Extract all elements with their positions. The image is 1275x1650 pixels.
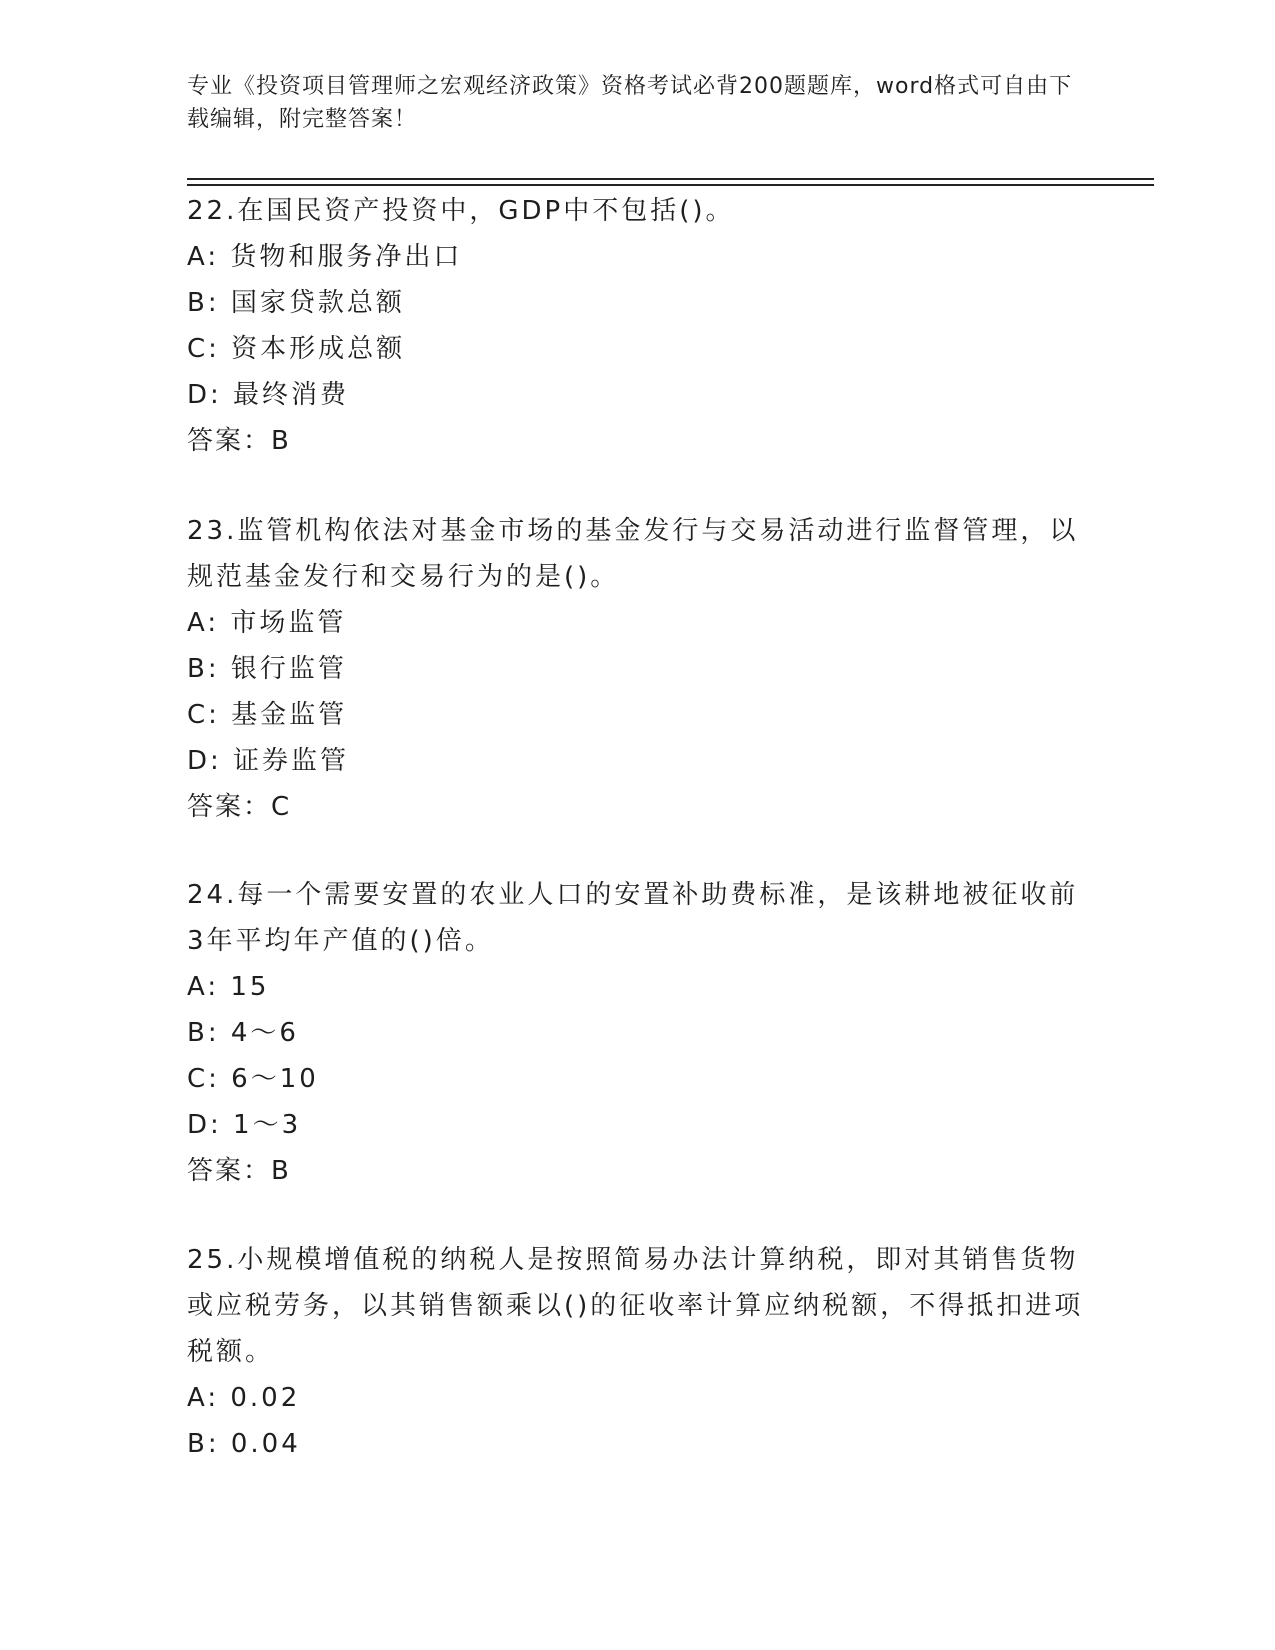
answer: 答案：B [187, 1156, 291, 1186]
question-22 [187, 188, 1087, 464]
question-text: 24.每一个需要安置的农业人口的安置补助费标准，是该耕地被征收前3年平均年产值的()倍。 [187, 880, 1079, 956]
answer: 答案：C [187, 792, 292, 822]
option-a: A: 货物和服务净出口 [187, 242, 463, 272]
option-a: A: 市场监管 [187, 608, 347, 638]
option-c: C: 资本形成总额 [187, 334, 406, 364]
header-divider-bottom [187, 184, 1154, 186]
option-a: A: 15 [187, 972, 270, 1002]
document-header: 专业《投资项目管理师之宏观经济政策》资格考试必背200题题库，word格式可自由下载编辑，附完整答案！ [187, 74, 1073, 132]
option-a: A: 0.02 [187, 1383, 301, 1413]
question-23 [187, 508, 1087, 830]
question-text: 25.小规模增值税的纳税人是按照简易办法计算纳税，即对其销售货物或应税劳务，以其销售额乘以()的征收率计算应纳税额，不得抵扣进项税额。 [187, 1245, 1084, 1367]
question-text: 22.在国民资产投资中，GDP中不包括()。 [187, 196, 735, 226]
option-d: D: 1～3 [187, 1110, 302, 1140]
option-b: B: 0.04 [187, 1429, 301, 1459]
option-b: B: 4～6 [187, 1018, 299, 1048]
option-c: C: 6～10 [187, 1064, 319, 1094]
question-25 [187, 1237, 1087, 1467]
question-text: 23.监管机构依法对基金市场的基金发行与交易活动进行监督管理，以规范基金发行和交易行为的是()。 [187, 516, 1079, 592]
option-b: B: 银行监管 [187, 654, 347, 684]
answer: 答案：B [187, 426, 291, 456]
option-d: D: 最终消费 [187, 380, 350, 410]
question-24 [187, 872, 1087, 1194]
header-divider-top [187, 178, 1154, 180]
option-b: B: 国家贷款总额 [187, 288, 405, 318]
option-d: D: 证券监管 [187, 746, 350, 776]
option-c: C: 基金监管 [187, 700, 348, 730]
